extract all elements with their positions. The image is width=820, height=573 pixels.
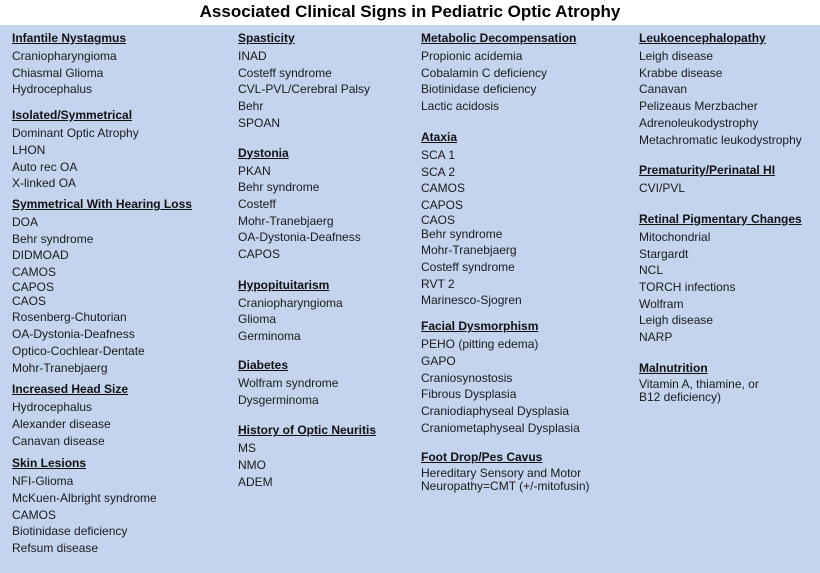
list-item: NARP — [639, 330, 673, 345]
list-item: Dominant Optic Atrophy — [12, 126, 139, 141]
section-heading: Retinal Pigmentary Changes — [639, 211, 802, 226]
section-malnutrition — [639, 360, 819, 404]
list-item: Dysgerminoma — [238, 392, 319, 407]
list-item: Mohr-Tranebjaerg — [238, 213, 334, 228]
list-item: Costeff — [238, 196, 276, 211]
section-heading: Symmetrical With Hearing Loss — [12, 196, 192, 211]
list-item: INAD — [238, 49, 267, 63]
list-item: Vitamin A, thiamine, or B12 deficiency) — [639, 376, 759, 404]
list-item: Krabbe disease — [639, 65, 723, 80]
list-item: TORCH infections — [639, 280, 736, 295]
list-item: Behr syndrome — [421, 226, 503, 241]
list-item: Costeff syndrome — [421, 260, 515, 275]
section-ataxia — [421, 129, 631, 309]
list-item: PEHO (pitting edema) — [421, 337, 539, 352]
list-item: Alexander disease — [12, 416, 111, 431]
list-item: Costeff syndrome — [238, 65, 332, 80]
section-foot-drop-pes-cavus — [421, 449, 631, 493]
list-item: SPOAN — [238, 115, 281, 130]
section-heading: Increased Head Size — [12, 382, 129, 397]
section-heading: Malnutrition — [639, 360, 708, 375]
list-item: NMO — [238, 457, 266, 472]
section-heading: Leukoencephalopathy — [639, 31, 766, 45]
list-item: ADEM — [238, 474, 273, 489]
list-item: Marinesco-Sjogren — [421, 293, 522, 308]
list-item: Canavan disease — [12, 433, 105, 448]
section-spasticity — [238, 30, 418, 132]
section-skin-lesions — [12, 455, 227, 557]
list-item: Auto rec OA — [12, 159, 78, 174]
list-item: CAMOS — [12, 265, 57, 280]
section-heading: Foot Drop/Pes Cavus — [421, 450, 543, 465]
section-infantile-nystagmus — [12, 30, 227, 98]
list-item: Behr syndrome — [238, 180, 320, 195]
section-heading: Diabetes — [238, 357, 289, 372]
list-item: NCL — [639, 263, 664, 278]
column-3 — [421, 30, 631, 493]
list-item: GAPO — [421, 353, 456, 368]
list-item: Adrenoleukodystrophy — [639, 115, 759, 130]
list-item: CVL-PVL/Cerebral Palsy — [238, 82, 371, 97]
list-item: Craniosynostosis — [421, 370, 513, 385]
list-item: Behr syndrome — [12, 231, 94, 246]
list-item: Craniodiaphyseal Dysplasia — [421, 403, 570, 418]
list-item: CVI/PVL — [639, 181, 686, 196]
list-item: NFI-Glioma — [12, 474, 74, 489]
section-heading: Spasticity — [238, 31, 295, 45]
list-item: CAOS — [12, 293, 47, 308]
list-item: McKuen-Albright syndrome — [12, 491, 157, 506]
section-facial-dysmorphism — [421, 318, 631, 436]
list-item: OA-Dystonia-Deafness — [238, 230, 361, 245]
section-dystonia — [238, 145, 418, 263]
list-item: X-linked OA — [12, 176, 77, 191]
list-item: Germinoma — [238, 329, 301, 344]
list-item: PKAN — [238, 163, 271, 178]
list-item: Wolfram — [639, 296, 684, 311]
list-item: Hereditary Sensory and Motor Neuropathy=CMT (+/-mitofusin) — [421, 466, 590, 494]
list-item: Metachromatic leukodystrophy — [639, 132, 802, 147]
list-item: CAMOS — [421, 181, 466, 196]
list-item: Leigh disease — [639, 49, 714, 63]
column-1 — [12, 30, 227, 557]
list-item: Leigh disease — [639, 313, 714, 328]
list-item: LHON — [12, 142, 46, 157]
list-item: Hydrocephalus — [12, 400, 93, 415]
list-item: Biotinidase deficiency — [12, 524, 128, 539]
section-heading: Hypopituitarism — [238, 277, 330, 292]
list-item: Chiasmal Glioma — [12, 65, 104, 80]
section-history-of-optic-neuritis — [238, 422, 418, 490]
list-item: Stargardt — [639, 246, 689, 261]
list-item: CAOS — [421, 212, 456, 227]
column-2 — [238, 30, 418, 490]
list-item: CAPOS — [421, 197, 464, 212]
list-item: Craniopharyngioma — [12, 49, 117, 63]
section-increased-head-size — [12, 381, 227, 449]
column-4 — [639, 30, 819, 404]
list-item: Wolfram syndrome — [238, 375, 339, 390]
section-leukoencephalopathy — [639, 30, 819, 148]
section-diabetes — [238, 357, 418, 408]
section-heading: Dystonia — [238, 145, 289, 160]
list-item: Craniometaphyseal Dysplasia — [421, 420, 580, 435]
list-item: Rosenberg-Chutorian — [12, 310, 127, 325]
list-item: Pelizeaus Merzbacher — [639, 99, 758, 114]
list-item: CAPOS — [238, 247, 281, 262]
list-item: Craniopharyngioma — [238, 295, 343, 310]
list-item: DOA — [12, 214, 39, 229]
section-heading: Isolated/Symmetrical — [12, 108, 133, 123]
list-item: Behr — [238, 99, 264, 114]
section-heading: Infantile Nystagmus — [12, 31, 127, 45]
list-item: Mohr-Tranebjaerg — [12, 360, 108, 375]
list-item: SCA 1 — [421, 147, 456, 162]
section-isolated-symmetrical — [12, 107, 227, 192]
section-heading: Skin Lesions — [12, 456, 87, 471]
section-heading: Metabolic Decompensation — [421, 31, 577, 45]
section-heading: Facial Dysmorphism — [421, 319, 539, 334]
section-heading: Prematurity/Perinatal HI — [639, 163, 776, 178]
list-item: Hydrocephalus — [12, 82, 93, 97]
section-hypopituitarism — [238, 277, 418, 345]
list-item: Canavan — [639, 82, 688, 97]
list-item: Mitochondrial — [639, 229, 711, 244]
list-item: Refsum disease — [12, 541, 99, 556]
list-item: DIDMOAD — [12, 248, 69, 263]
content-panel — [0, 25, 820, 573]
list-item: Optico-Cochlear-Dentate — [12, 343, 145, 358]
list-item: Propionic acidemia — [421, 49, 523, 63]
section-retinal-pigmentary-changes — [639, 211, 819, 346]
list-item: Biotinidase deficiency — [421, 82, 537, 97]
title-bar — [0, 0, 820, 25]
list-item: SCA 2 — [421, 164, 456, 179]
list-item: Lactic acidosis — [421, 99, 500, 114]
list-item: Mohr-Tranebjaerg — [421, 243, 517, 258]
list-item: OA-Dystonia-Deafness — [12, 327, 135, 342]
section-prematurity-perinatal-hi — [639, 162, 819, 197]
section-symmetrical-with-hearing-loss — [12, 196, 227, 376]
list-item: CAPOS — [12, 279, 55, 294]
section-heading: Ataxia — [421, 129, 458, 144]
list-item: RVT 2 — [421, 276, 455, 291]
list-item: Glioma — [238, 312, 277, 327]
list-item: CAMOS — [12, 507, 57, 522]
list-item: Cobalamin C deficiency — [421, 65, 548, 80]
list-item: MS — [238, 441, 256, 456]
section-heading: History of Optic Neuritis — [238, 423, 377, 438]
list-item: Fibrous Dysplasia — [421, 387, 517, 402]
section-metabolic-decompensation — [421, 30, 631, 115]
page-title: Associated Clinical Signs in Pediatric Optic Atrophy — [199, 2, 621, 21]
